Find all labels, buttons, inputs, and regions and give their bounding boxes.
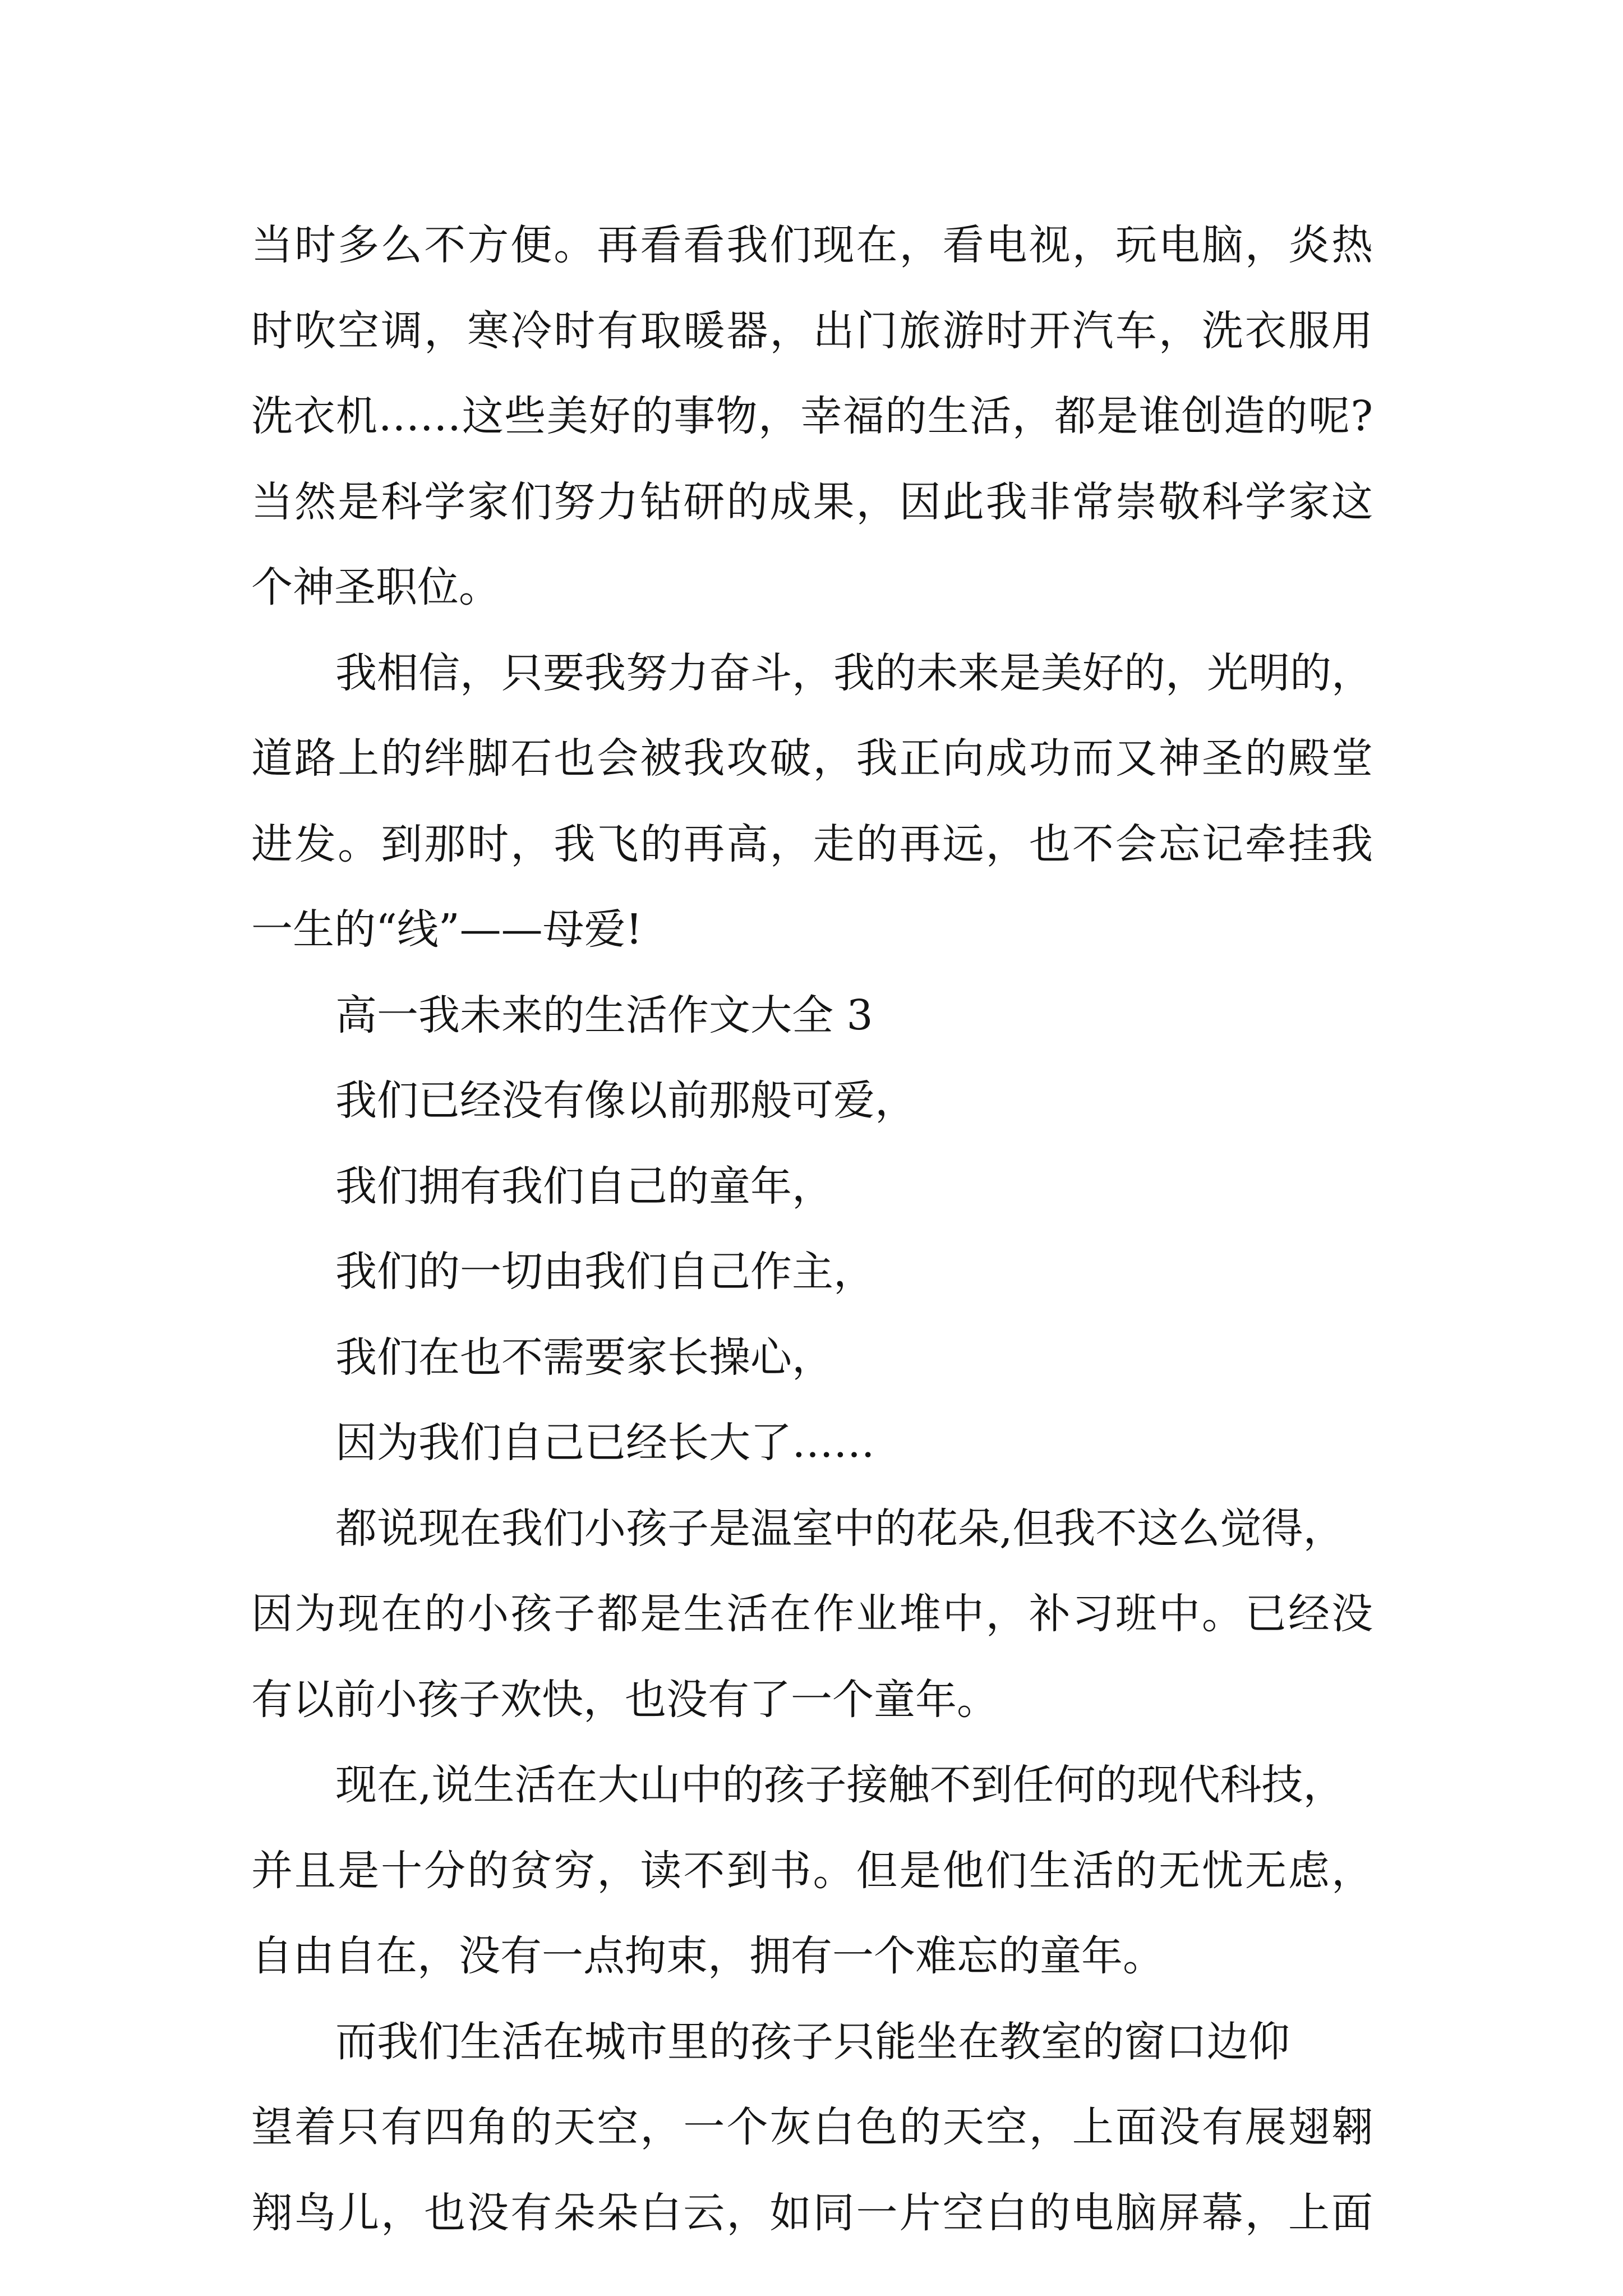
text-line: 都说现在我们小孩子是温室中的花朵,但我不这么觉得， (335, 1504, 1345, 1553)
text-line: 我们拥有我们自己的童年， (335, 1162, 833, 1211)
text-line: 现在,说生活在大山中的孩子接触不到任何的现代科技， (335, 1761, 1345, 1809)
text-line: 洗衣机……这些美好的事物，幸福的生活，都是谁创造的呢? (251, 392, 1373, 440)
text-line: 我们在也不需要家长操心， (335, 1333, 833, 1382)
text-line: 进发。到那时，我飞的再高，走的再远，也不会忘记牵挂我 (251, 820, 1373, 868)
text-line: 一生的“线”——母爱! (251, 905, 643, 954)
text-line: 因为现在的小孩子都是生活在作业堆中，补习班中。已经没 (251, 1590, 1373, 1638)
text-line: 因为我们自己已经长大了…… (335, 1419, 875, 1467)
text-line: 自由自在，没有一点拘束，拥有一个难忘的童年。 (251, 1932, 1164, 1980)
text-line: 我们的一切由我们自己作主， (335, 1248, 875, 1296)
text-line: 我相信，只要我努力奋斗，我的未来是美好的，光明的， (335, 649, 1373, 697)
text-line: 翔鸟儿，也没有朵朵白云，如同一片空白的电脑屏幕，上面 (251, 2189, 1373, 2237)
text-line: 望着只有四角的天空，一个灰白色的天空，上面没有展翅翱 (251, 2103, 1373, 2151)
text-line: 而我们生活在城市里的孩子只能坐在教室的窗口边仰 (335, 2018, 1290, 2066)
text-line: 我们已经没有像以前那般可爱， (335, 1076, 916, 1125)
text-line: 个神圣职位。 (251, 563, 500, 611)
text-line: 当时多么不方便。再看看我们现在，看电视，玩电脑，炎热 (251, 221, 1373, 269)
text-line: 道路上的绊脚石也会被我攻破，我正向成功而又神圣的殿堂 (251, 734, 1373, 783)
text-line: 当然是科学家们努力钻研的成果，因此我非常崇敬科学家这 (251, 478, 1373, 526)
text-line: 并且是十分的贫穷，读不到书。但是他们生活的无忧无虑， (251, 1847, 1373, 1895)
text-line: 有以前小孩子欢快，也没有了一个童年。 (251, 1676, 998, 1724)
section-heading: 高一我未来的生活作文大全 3 (335, 991, 873, 1039)
text-line: 时吹空调，寒冷时有取暖器，出门旅游时开汽车，洗衣服用 (251, 307, 1373, 355)
